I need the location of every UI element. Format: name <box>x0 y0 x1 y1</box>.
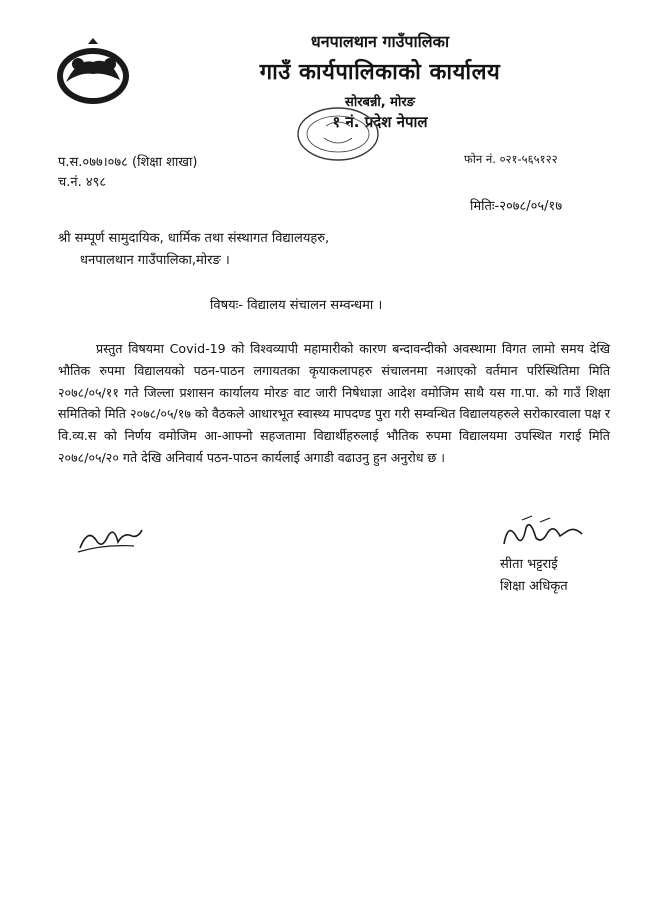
office-location: सोरबन्नी, मोरङ <box>345 95 415 110</box>
recipient-line-2: धनपालथान गाउँपालिका,मोरङ । <box>80 253 230 268</box>
officer-signature <box>496 514 592 554</box>
recipient-line-1: श्री सम्पूर्ण सामुदायिक, धार्मिक तथा संस्थागत विद्यालयहरु, <box>58 231 330 246</box>
signatory-name: सीता भट्टराई <box>500 557 558 572</box>
signatory-designation: शिक्षा अधिकृत <box>500 579 568 594</box>
nepal-emblem-icon <box>52 38 134 110</box>
initial-signature <box>74 522 146 558</box>
office-stamp <box>292 104 384 164</box>
dispatch-number: च.नं. ४९८ <box>58 175 107 190</box>
province-name: १ नं. प्रदेश नेपाल <box>332 113 428 131</box>
reference-number: प.स.०७७।०७८ (शिक्षा शाखा) <box>58 155 198 170</box>
letter-subject: विषयः- विद्यालय संचालन सम्वन्धमा । <box>210 298 383 313</box>
office-name: गाउँ कार्यपालिकाको कार्यालय <box>259 60 501 85</box>
letter-date: मितिः-२०७८/०५/१७ <box>470 199 563 214</box>
letter-body <box>58 338 610 469</box>
body-paragraph: प्रस्तुत विषयमा Covid-19 को विश्वव्यापी महामारीको कारण बन्दावन्दीको अवस्थामा विगत लामो समय देखि भौतिक रुपमा विद्यालयको पठन-पाठन लगायतका कृयाकलापहरु संचालनमा नआएको वर्तमान परिस्थितिमा मिति २०७८/०५/११ गते जिल्ला प्रशासन कार्यालय मोरङ वाट जारी निषेधाज्ञा आदेश वमोजिम साथै यस गा.पा. को गाउँ शिक्षा समितिको मिति २०७८/०५/१७ को वैठकले आधारभूत स्वास्थ्य मापदण्ड पुरा गरी सम्वन्धित विद्यालयहरुले सरोकारवाला पक्ष र वि.व्य.स को निर्णय वमोजिम आ-आफ्नो सहजतामा विद्यार्थीहरुलाई भौतिक रुपमा विद्यालयमा उपस्थित गराई मिति २०७८/०५/२० गते देखि अनिवार्य पठन-पाठन कार्यलाई अगाडी वढाउनु हुन अनुरोध छ । <box>58 341 610 465</box>
municipality-name: धनपालथान गाउँपालिका <box>310 32 450 51</box>
phone-number: फोन नं. ०२१-५६५१२२ <box>464 152 558 166</box>
